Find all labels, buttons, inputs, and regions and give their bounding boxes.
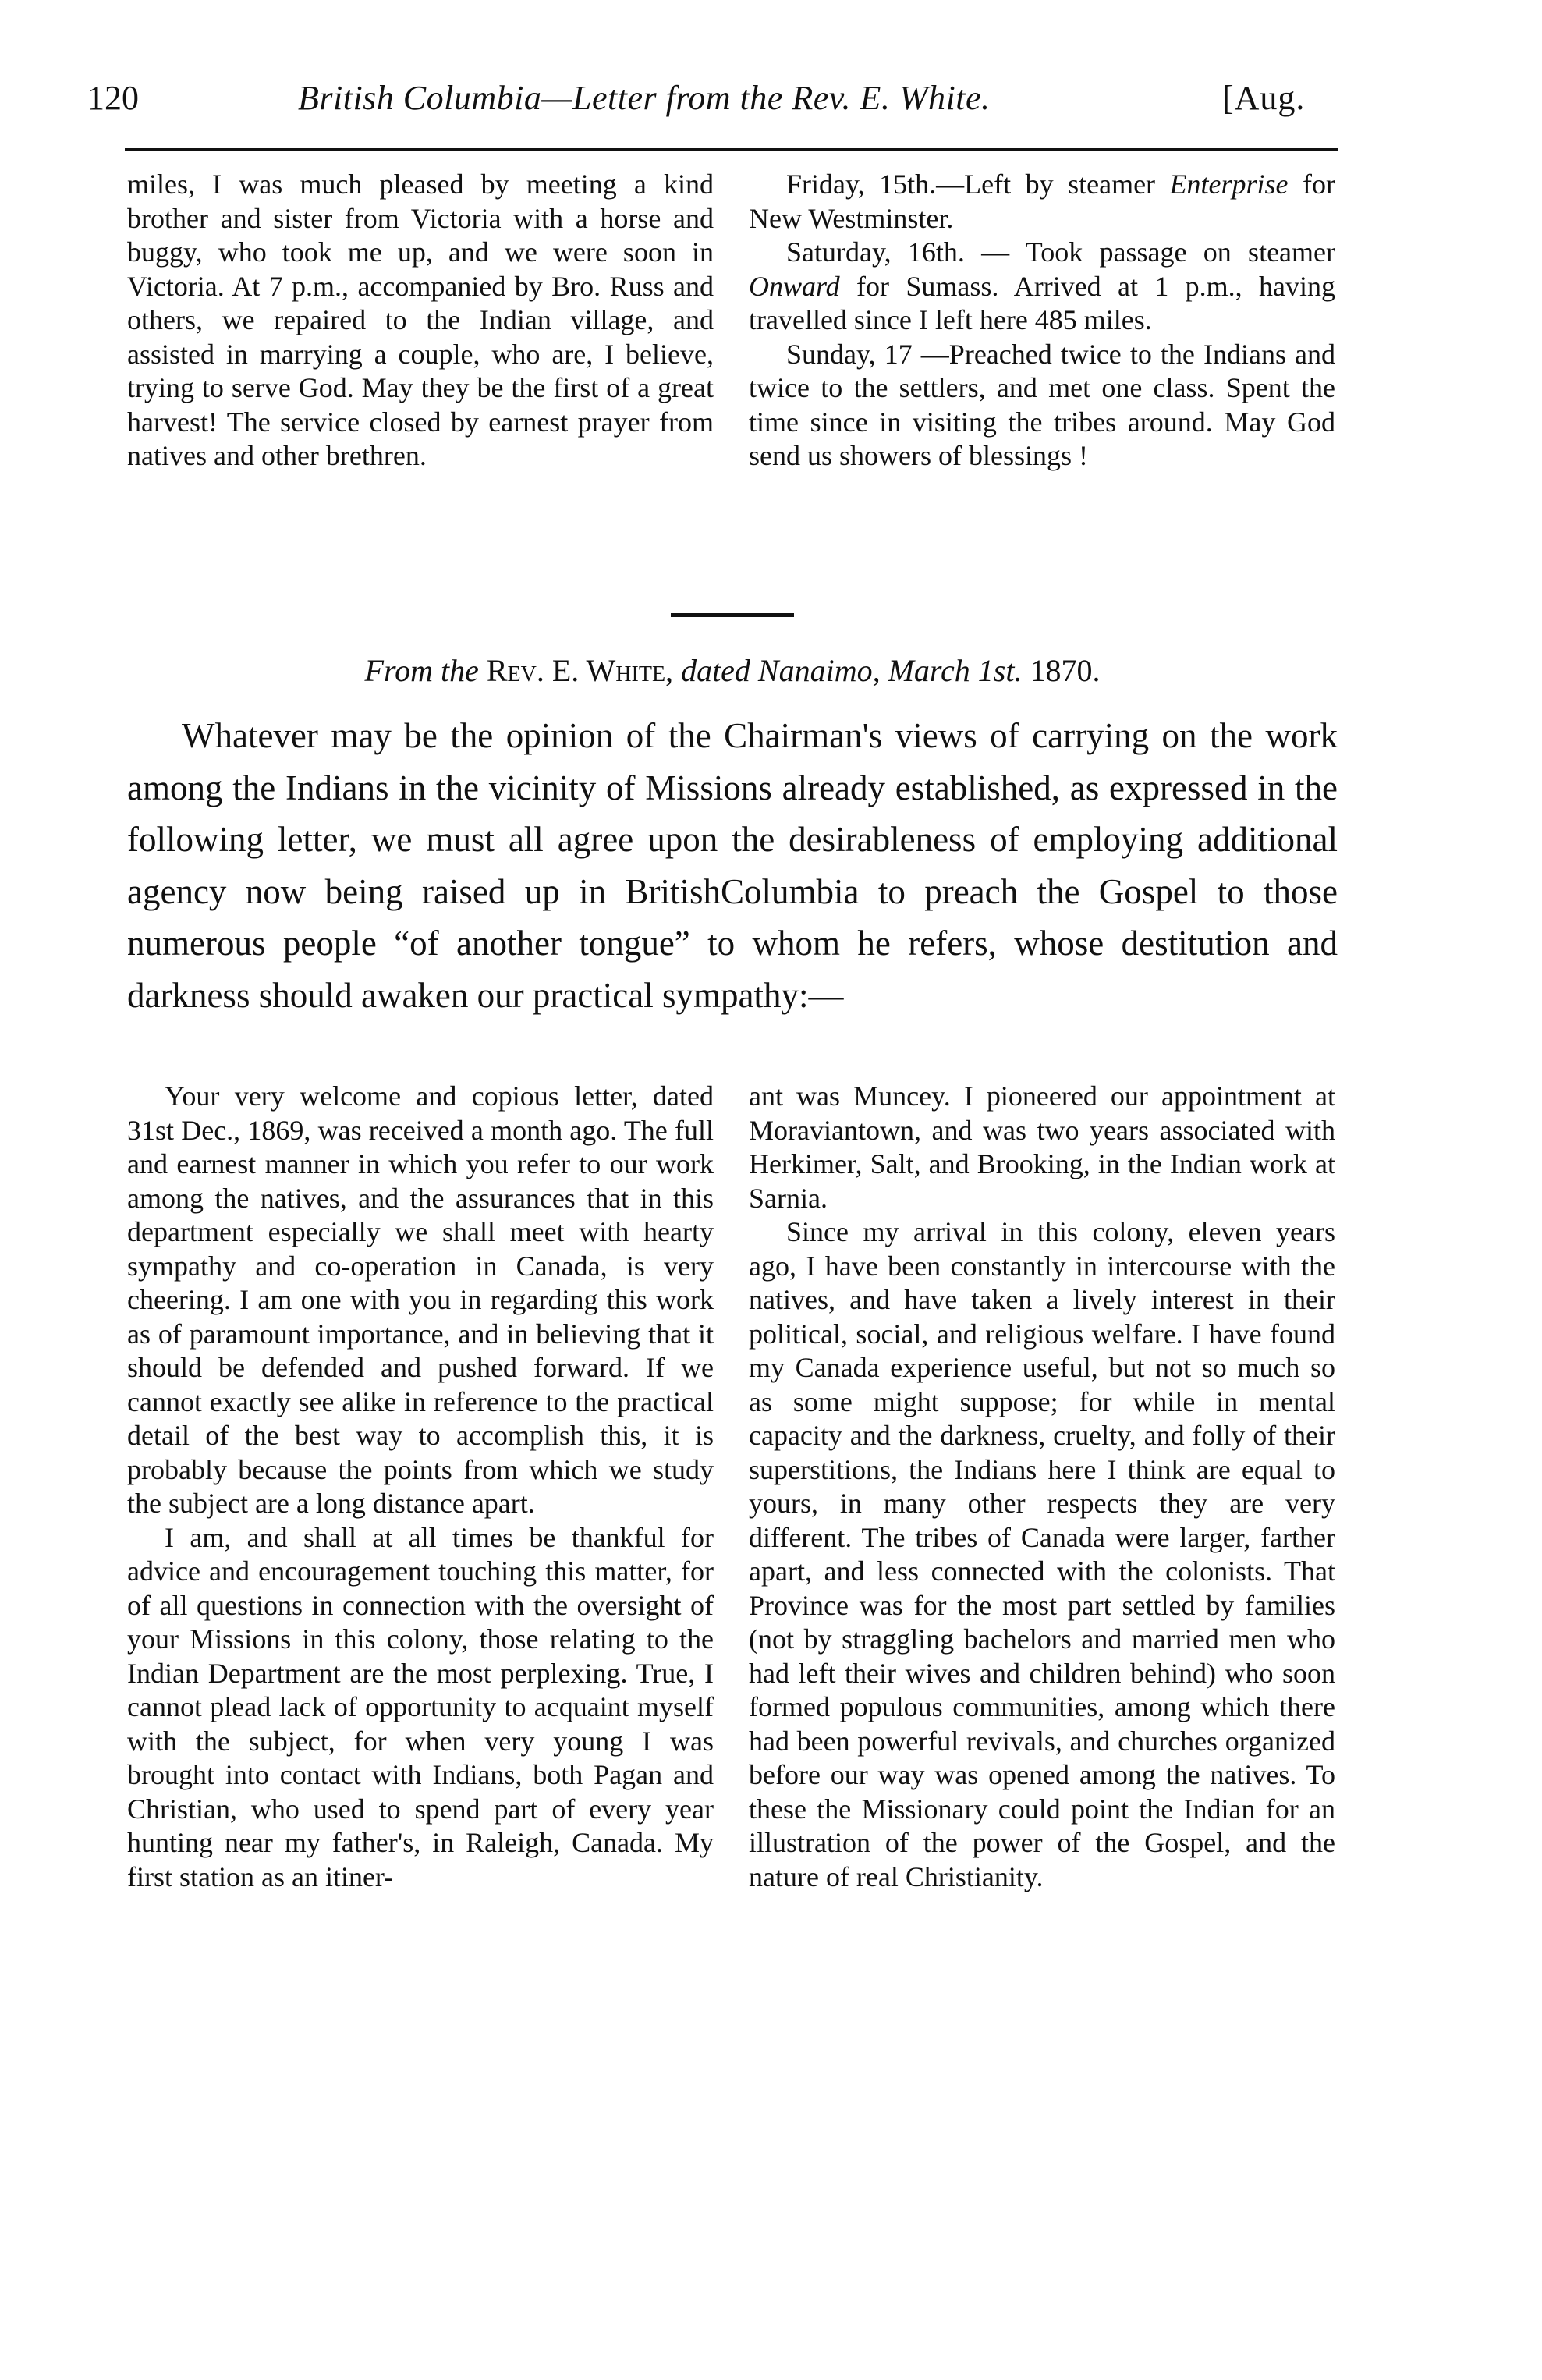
paragraph-friday: Friday, 15th.—Left by steamer Enterprise for New Westminster. [749,168,1335,234]
page-number: 120 [87,79,139,117]
running-month: [Aug. [1222,79,1306,117]
column-right-bottom [749,1080,1335,1894]
running-head [87,75,1335,122]
section-divider [671,613,794,617]
paragraph-saturday: Saturday, 16th. — Took passage on steamer Onward for Sumass. Arrived at 1 p.m., having travelled since I left here 485 miles. [749,236,1335,335]
running-title: British Columbia—Letter from the Rev. E. White. [298,79,991,117]
intro-paragraph: Whatever may be the opinion of the Chairman's views of carrying on the work among the Indians in the vicinity of Missions already established, as expressed in the following letter, we must all agree upon the desirableness of employing additional agency now being raised up in BritishColumbia to preach the Gospel to those numerous people “of another tongue” to whom he refers, whose destitution and darkness should awaken our practical sympathy:— [127,716,1338,1015]
column-left-bottom [127,1080,714,1894]
paragraph-sunday: Sunday, 17 —Preached twice to the Indians and twice to the settlers, and met one class. Spent the time since in visiting the tribes around. May God send us showers of blessings ! [749,338,1335,471]
column-left-top [127,168,714,474]
paragraph: Since my arrival in this colony, eleven years ago, I have been constantly in intercourse with the natives, and have taken a lively interest in their political, social, and religious welfare. I have found my Canada experience useful, but not so much so as some might suppose; for while in mental capacity and the darkness, cruelty, and folly of their superstitions, the Indians here I think are equal to yours, in many other respects they are very different. The tribes of Canada were larger, farther apart, and less connected with the colonists. That Province was for the most part settled by families (not by straggling bachelors and married men who had left their wives and children behind) who soon formed populous communities, among which there had been powerful revivals, and churches organized before our way was opened among the natives. To these the Missionary could point the Indian for an illustration of the power of the Gospel, and the nature of real Christianity. [749,1216,1335,1892]
paragraph: Your very welcome and copious letter, dated 31st Dec., 1869, was received a month ago. The full and earnest manner in which you refer to our work among the natives, and the assurances that in this department especially we shall meet with hearty sympathy and co-operation in Canada, is very cheering. I am one with you in regarding this work as of paramount importance, and in believing that it should be defended and pushed forward. If we cannot exactly see alike in reference to the practical detail of the best way to accomplish this, it is probably because the points from which we study the subject are a long distance apart. [127,1080,714,1519]
paragraph: miles, I was much pleased by meeting a kind brother and sister from Victoria with a horse and buggy, who took me up, and we were soon in Victoria. At 7 p.m., accompanied by Bro. Russ and others, we repaired to the Indian village, and assisted in marrying a couple, who are, I believe, trying to serve God. May they be the first of a great harvest! The service closed by earnest prayer from natives and other brethren. [127,168,714,471]
letter-byline: From the Rev. E. White, dated Nanaimo, March 1st. 1870. [364,653,1101,688]
editorial-introduction [127,710,1338,1021]
header-rule [125,148,1338,151]
paragraph: ant was Muncey. I pioneered our appointment at Moraviantown, and was two years associated with Herkimer, Salt, and Brooking, in the Indian work at Sarnia. [749,1080,1335,1214]
paragraph: I am, and shall at all times be thankful for advice and encouragement touching this matter, for of all questions in connection with the oversight of your Missions in this colony, those relating to the Indian Department are the most perplexing. True, I cannot plead lack of opportunity to acquaint myself with the subject, for when very young I was brought into contact with Indians, both Pagan and Christian, who used to spend part of every year hunting near my father's, in Raleigh, Canada. My first station as an itiner- [127,1521,714,1892]
ship-name: Onward [749,270,840,302]
ship-name: Enterprise [1169,168,1289,200]
column-right-top [749,168,1335,474]
